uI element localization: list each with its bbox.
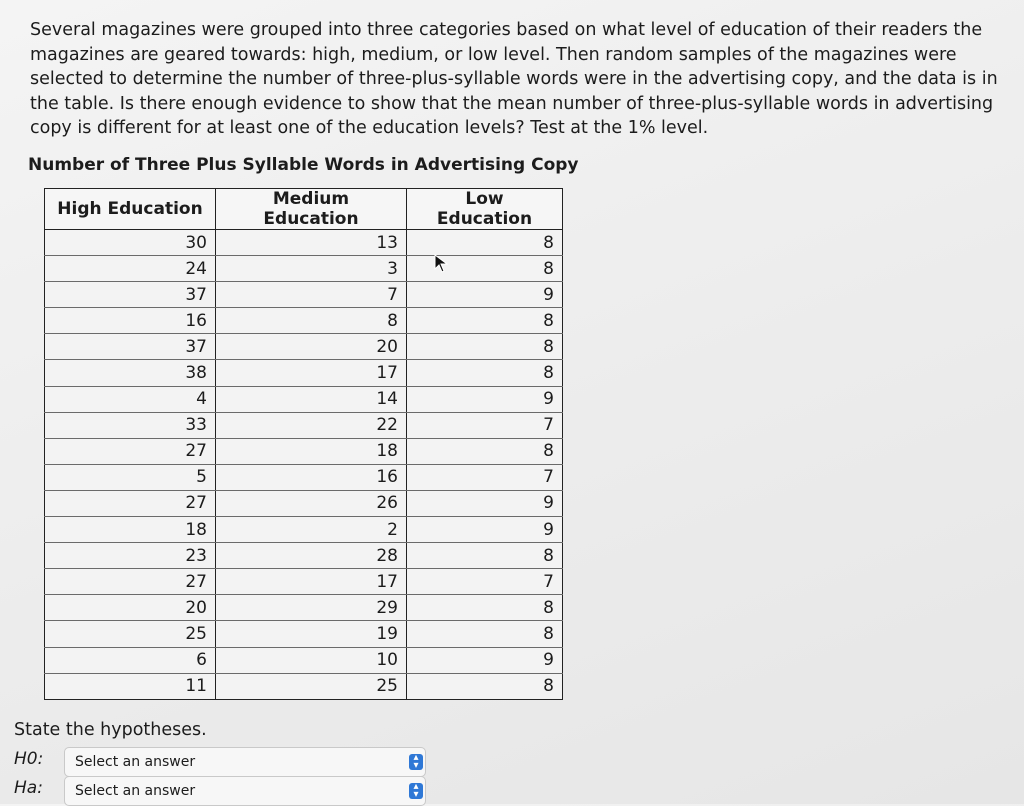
table-cell: 8	[407, 673, 563, 699]
table-cell: 2	[216, 517, 407, 543]
table-row	[45, 230, 563, 256]
table-row	[45, 438, 563, 464]
table-cell: 8	[407, 543, 563, 569]
table-cell: 9	[407, 386, 563, 412]
table-cell: 26	[216, 490, 407, 516]
header-low-education: Low Education	[407, 189, 563, 230]
table-cell: 9	[407, 517, 563, 543]
table-cell: 30	[45, 230, 216, 256]
table-cell: 37	[45, 282, 216, 308]
table-row	[45, 621, 563, 647]
table-cell: 8	[407, 360, 563, 386]
table-cell: 28	[216, 543, 407, 569]
table-row	[45, 256, 563, 282]
table-cell: 5	[45, 464, 216, 490]
question-text: Several magazines were grouped into three categories based on what level of education of their readers the magazines are geared towards: high, medium, or low level. Then random samples of the magazines were selected to determine the number of three-plus-syllable words were in the advertising copy, and the data is in the table. Is there enough evidence to show that the mean number of three-plus-syllable words in advertising copy is different for at least one of the education levels? Test at the 1% level.	[30, 20, 998, 138]
table-cell: 6	[45, 647, 216, 673]
h0-select-value: Select an answer	[75, 754, 196, 770]
table-cell: 16	[216, 464, 407, 490]
table-cell: 3	[216, 256, 407, 282]
table-cell: 18	[216, 438, 407, 464]
table-cell: 24	[45, 256, 216, 282]
table-cell: 8	[407, 595, 563, 621]
table-cell: 14	[216, 386, 407, 412]
table-cell: 27	[45, 438, 216, 464]
table-cell: 13	[216, 230, 407, 256]
table-cell: 7	[407, 412, 563, 438]
table-cell: 23	[45, 543, 216, 569]
table-cell: 38	[45, 360, 216, 386]
table-row	[45, 647, 563, 673]
table-row	[45, 464, 563, 490]
table-cell: 25	[45, 621, 216, 647]
table-cell: 7	[407, 569, 563, 595]
table-cell: 29	[216, 595, 407, 621]
table-cell: 19	[216, 621, 407, 647]
table-row	[45, 334, 563, 360]
table-cell: 9	[407, 490, 563, 516]
table-cell: 27	[45, 569, 216, 595]
table-cell: 10	[216, 647, 407, 673]
table-body	[45, 230, 563, 700]
table-cell: 9	[407, 647, 563, 673]
table-cell: 16	[45, 308, 216, 334]
table-header-row	[45, 189, 563, 230]
table-cell: 25	[216, 673, 407, 699]
table-row	[45, 386, 563, 412]
table-cell: 7	[407, 464, 563, 490]
table-row	[45, 569, 563, 595]
table-cell: 8	[407, 621, 563, 647]
header-medium-education: Medium Education	[216, 189, 407, 230]
table-cell: 9	[407, 282, 563, 308]
ha-symbol: Ha:	[14, 778, 43, 798]
table-row	[45, 595, 563, 621]
table-cell: 11	[45, 673, 216, 699]
table-title: Number of Three Plus Syllable Words in Advertising Copy	[28, 155, 579, 175]
table-row	[45, 360, 563, 386]
table-cell: 37	[45, 334, 216, 360]
table-cell: 20	[45, 595, 216, 621]
table-cell: 33	[45, 412, 216, 438]
table-cell: 17	[216, 569, 407, 595]
header-high-education: High Education	[45, 189, 216, 230]
table-cell: 18	[45, 517, 216, 543]
ha-select[interactable]	[64, 776, 426, 806]
table-row	[45, 517, 563, 543]
ha-select-value: Select an answer	[75, 783, 196, 799]
table-row	[45, 543, 563, 569]
table-cell: 17	[216, 360, 407, 386]
table-cell: 8	[407, 334, 563, 360]
table-cell: 27	[45, 490, 216, 516]
h0-select[interactable]	[64, 747, 426, 777]
table-cell: 8	[407, 308, 563, 334]
table-cell: 20	[216, 334, 407, 360]
table-row	[45, 412, 563, 438]
table-row	[45, 673, 563, 699]
table-cell: 8	[407, 438, 563, 464]
select-arrows-icon: ▴ ▾	[409, 783, 423, 799]
table-cell: 8	[407, 256, 563, 282]
table-cell: 8	[216, 308, 407, 334]
h0-symbol: H0:	[14, 749, 44, 769]
mouse-cursor-icon	[434, 254, 450, 274]
hypotheses-label: State the hypotheses.	[14, 720, 207, 740]
data-table	[44, 188, 563, 700]
table-cell: 8	[407, 230, 563, 256]
table-cell: 7	[216, 282, 407, 308]
table-row	[45, 308, 563, 334]
select-arrows-icon: ▴ ▾	[409, 754, 423, 770]
table-row	[45, 282, 563, 308]
table-cell: 22	[216, 412, 407, 438]
table-row	[45, 490, 563, 516]
table-cell: 4	[45, 386, 216, 412]
